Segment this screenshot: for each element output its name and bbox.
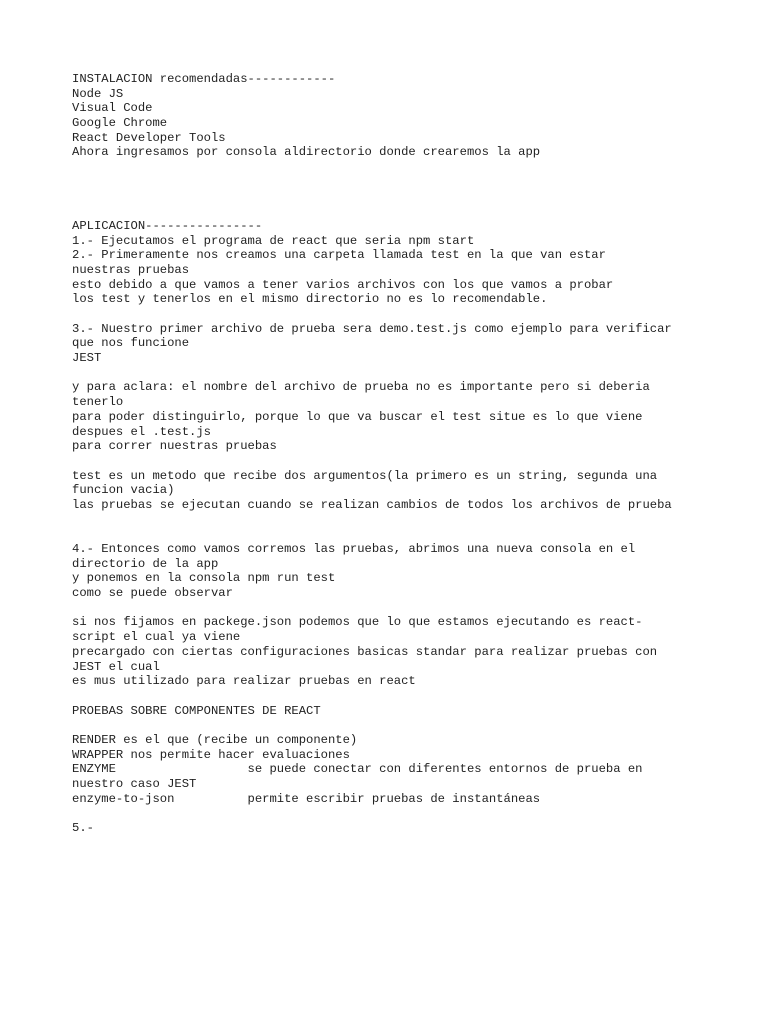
text-line: JEST el cual <box>72 659 160 674</box>
blank-line <box>72 307 712 322</box>
text-line: es mus utilizado para realizar pruebas en react <box>72 674 416 689</box>
text-line: Ahora ingresamos por consola aldirectorio donde crearemos la app <box>72 145 541 160</box>
document-page <box>72 72 712 836</box>
text-line: Google Chrome <box>72 116 168 131</box>
text-line: y ponemos en la consola npm run test <box>72 571 336 586</box>
text-line: test es un metodo que recibe dos argumentos(la primero es un string, segunda una <box>72 468 658 483</box>
text-line: tenerlo <box>72 395 124 410</box>
text-line: despues el .test.js <box>72 424 211 439</box>
text-line: nuestro caso JEST <box>72 777 197 791</box>
text-line: script el cual ya viene <box>72 630 241 645</box>
blank-line <box>72 513 712 528</box>
text-line: si nos fijamos en packege.json podemos que lo que estamos ejecutando es react- <box>72 615 643 630</box>
text-line: funcion vacia) <box>72 483 175 498</box>
text-line: React Developer Tools <box>72 130 226 145</box>
text-line: Visual Code <box>72 101 153 116</box>
text-line: 1.- Ejecutamos el programa de react que seria npm start <box>72 233 475 248</box>
text-line: RENDER es el que (recibe un componente) <box>72 732 358 747</box>
blank-line <box>72 527 712 542</box>
blank-line <box>72 366 712 381</box>
blank-line <box>72 806 712 821</box>
text-line: esto debido a que vamos a tener varios archivos con los que vamos a probar <box>72 277 614 292</box>
text-line: precargado con ciertas configuraciones basicas standar para realizar pruebas con <box>72 644 658 659</box>
text-line: para poder distinguirlo, porque lo que va buscar el test situe es lo que viene <box>72 409 643 424</box>
blank-line <box>72 204 712 219</box>
text-line: Node JS <box>72 86 124 101</box>
blank-line <box>72 190 712 205</box>
blank-line <box>72 454 712 469</box>
blank-line <box>72 175 712 190</box>
text-line: como se puede observar <box>72 586 233 601</box>
blank-line <box>72 718 712 733</box>
text-line: JEST <box>72 351 102 366</box>
text-line: 2.- Primeramente nos creamos una carpeta llamada test en la que van estar <box>72 248 606 263</box>
text-line: las pruebas se ejecutan cuando se realizan cambios de todos los archivos de prueba <box>72 497 672 512</box>
heading-proebas-componentes: PROEBAS SOBRE COMPONENTES DE REACT <box>72 703 321 718</box>
blank-line <box>72 601 712 616</box>
text-line: que nos funcione <box>72 336 190 351</box>
text-line: nuestras pruebas <box>72 262 190 277</box>
text-line: 4.- Entonces como vamos corremos las pruebas, abrimos una nueva consola en el <box>72 542 636 556</box>
heading-instalacion: INSTALACION recomendadas------------ <box>72 72 336 86</box>
heading-aplicacion: APLICACION---------------- <box>72 218 263 233</box>
text-line: ENZYME se puede conectar con diferentes entornos de prueba en <box>72 762 643 777</box>
blank-line <box>72 160 712 175</box>
blank-line <box>72 689 712 704</box>
text-line: enzyme-to-json permite escribir pruebas de instantáneas <box>72 791 541 806</box>
text-line: para correr nuestras pruebas <box>72 439 277 454</box>
text-line: los test y tenerlos en el mismo directorio no es lo recomendable. <box>72 292 548 307</box>
text-line: 3.- Nuestro primer archivo de prueba sera demo.test.js como ejemplo para verificar <box>72 321 672 336</box>
text-line: y para aclara: el nombre del archivo de prueba no es importante pero si deberia <box>72 380 650 395</box>
text-line: directorio de la app <box>72 556 219 571</box>
text-line: WRAPPER nos permite hacer evaluaciones <box>72 747 350 762</box>
text-line: 5.- <box>72 821 94 836</box>
